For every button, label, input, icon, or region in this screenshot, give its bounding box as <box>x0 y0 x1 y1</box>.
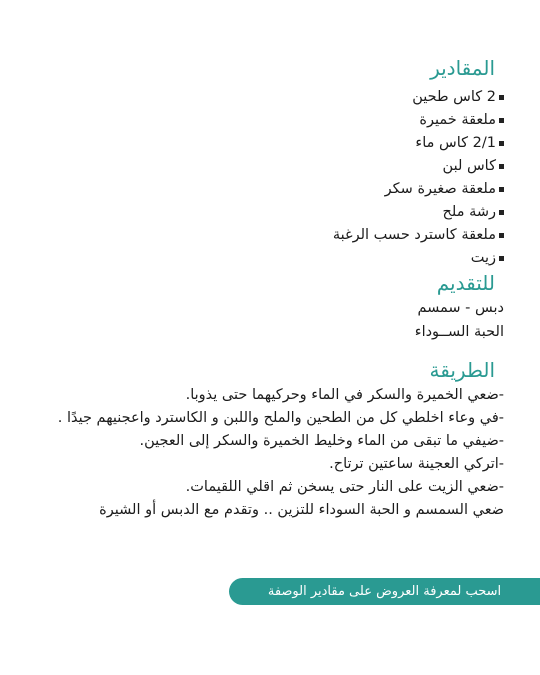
bullet-icon <box>499 187 504 192</box>
method-step: -ضعي الزيت على النار حتى يسخن ثم اقلي اللقيمات. <box>185 479 504 495</box>
bullet-icon <box>499 233 504 238</box>
method-title: الطريقة <box>429 358 495 382</box>
bullet-icon <box>499 141 504 146</box>
method-step: -اتركي العجينة ساعتين ترتاح. <box>329 456 504 472</box>
serving-line: الحبة الســوداء <box>414 324 504 340</box>
bullet-icon <box>499 118 504 123</box>
ingredient-text: ملعقة كاسترد حسب الرغبة <box>332 227 496 243</box>
method-steps <box>36 384 504 522</box>
bullet-icon <box>499 256 504 261</box>
ingredient-text: 2/1 كاس ماء <box>415 135 496 151</box>
serving-line: دبس - سمسم <box>417 300 504 316</box>
offers-swipe-button[interactable]: اسحب لمعرفة العروض على مقادير الوصفة <box>229 578 540 605</box>
bullet-icon <box>499 164 504 169</box>
ingredients-title: المقادير <box>430 56 495 80</box>
list-item <box>333 201 504 224</box>
list-item <box>333 86 504 109</box>
method-step: ضعي السمسم و الحبة السوداء للتزين .. وتقدم مع الدبس أو الشيرة <box>99 502 504 518</box>
ingredient-text: ملعقة خميرة <box>419 112 496 128</box>
list-item <box>333 247 504 270</box>
method-step: -ضعي الخميرة والسكر في الماء وحركيهما حتى يذوبا. <box>185 387 504 403</box>
ingredients-list <box>333 86 504 270</box>
ingredient-text: 2 كاس طحين <box>412 89 496 105</box>
bullet-icon <box>499 210 504 215</box>
ingredient-text: ملعقة صغيرة سكر <box>384 181 496 197</box>
method-step: -ضيفي ما تبقى من الماء وخليط الخميرة والسكر إلى العجين. <box>139 433 504 449</box>
bullet-icon <box>499 95 504 100</box>
ingredient-text: زيت <box>470 250 496 266</box>
list-item <box>333 178 504 201</box>
list-item <box>333 132 504 155</box>
method-step: -في وعاء اخلطي كل من الطحين والملح واللبن و الكاسترد واعجنيهم جيدًا . <box>57 410 504 426</box>
list-item <box>333 109 504 132</box>
list-item <box>333 155 504 178</box>
ingredient-text: كاس لبن <box>442 158 496 174</box>
serving-list <box>415 296 504 344</box>
ingredient-text: رشة ملح <box>442 204 496 220</box>
serving-title: للتقديم <box>436 271 495 295</box>
list-item <box>333 224 504 247</box>
